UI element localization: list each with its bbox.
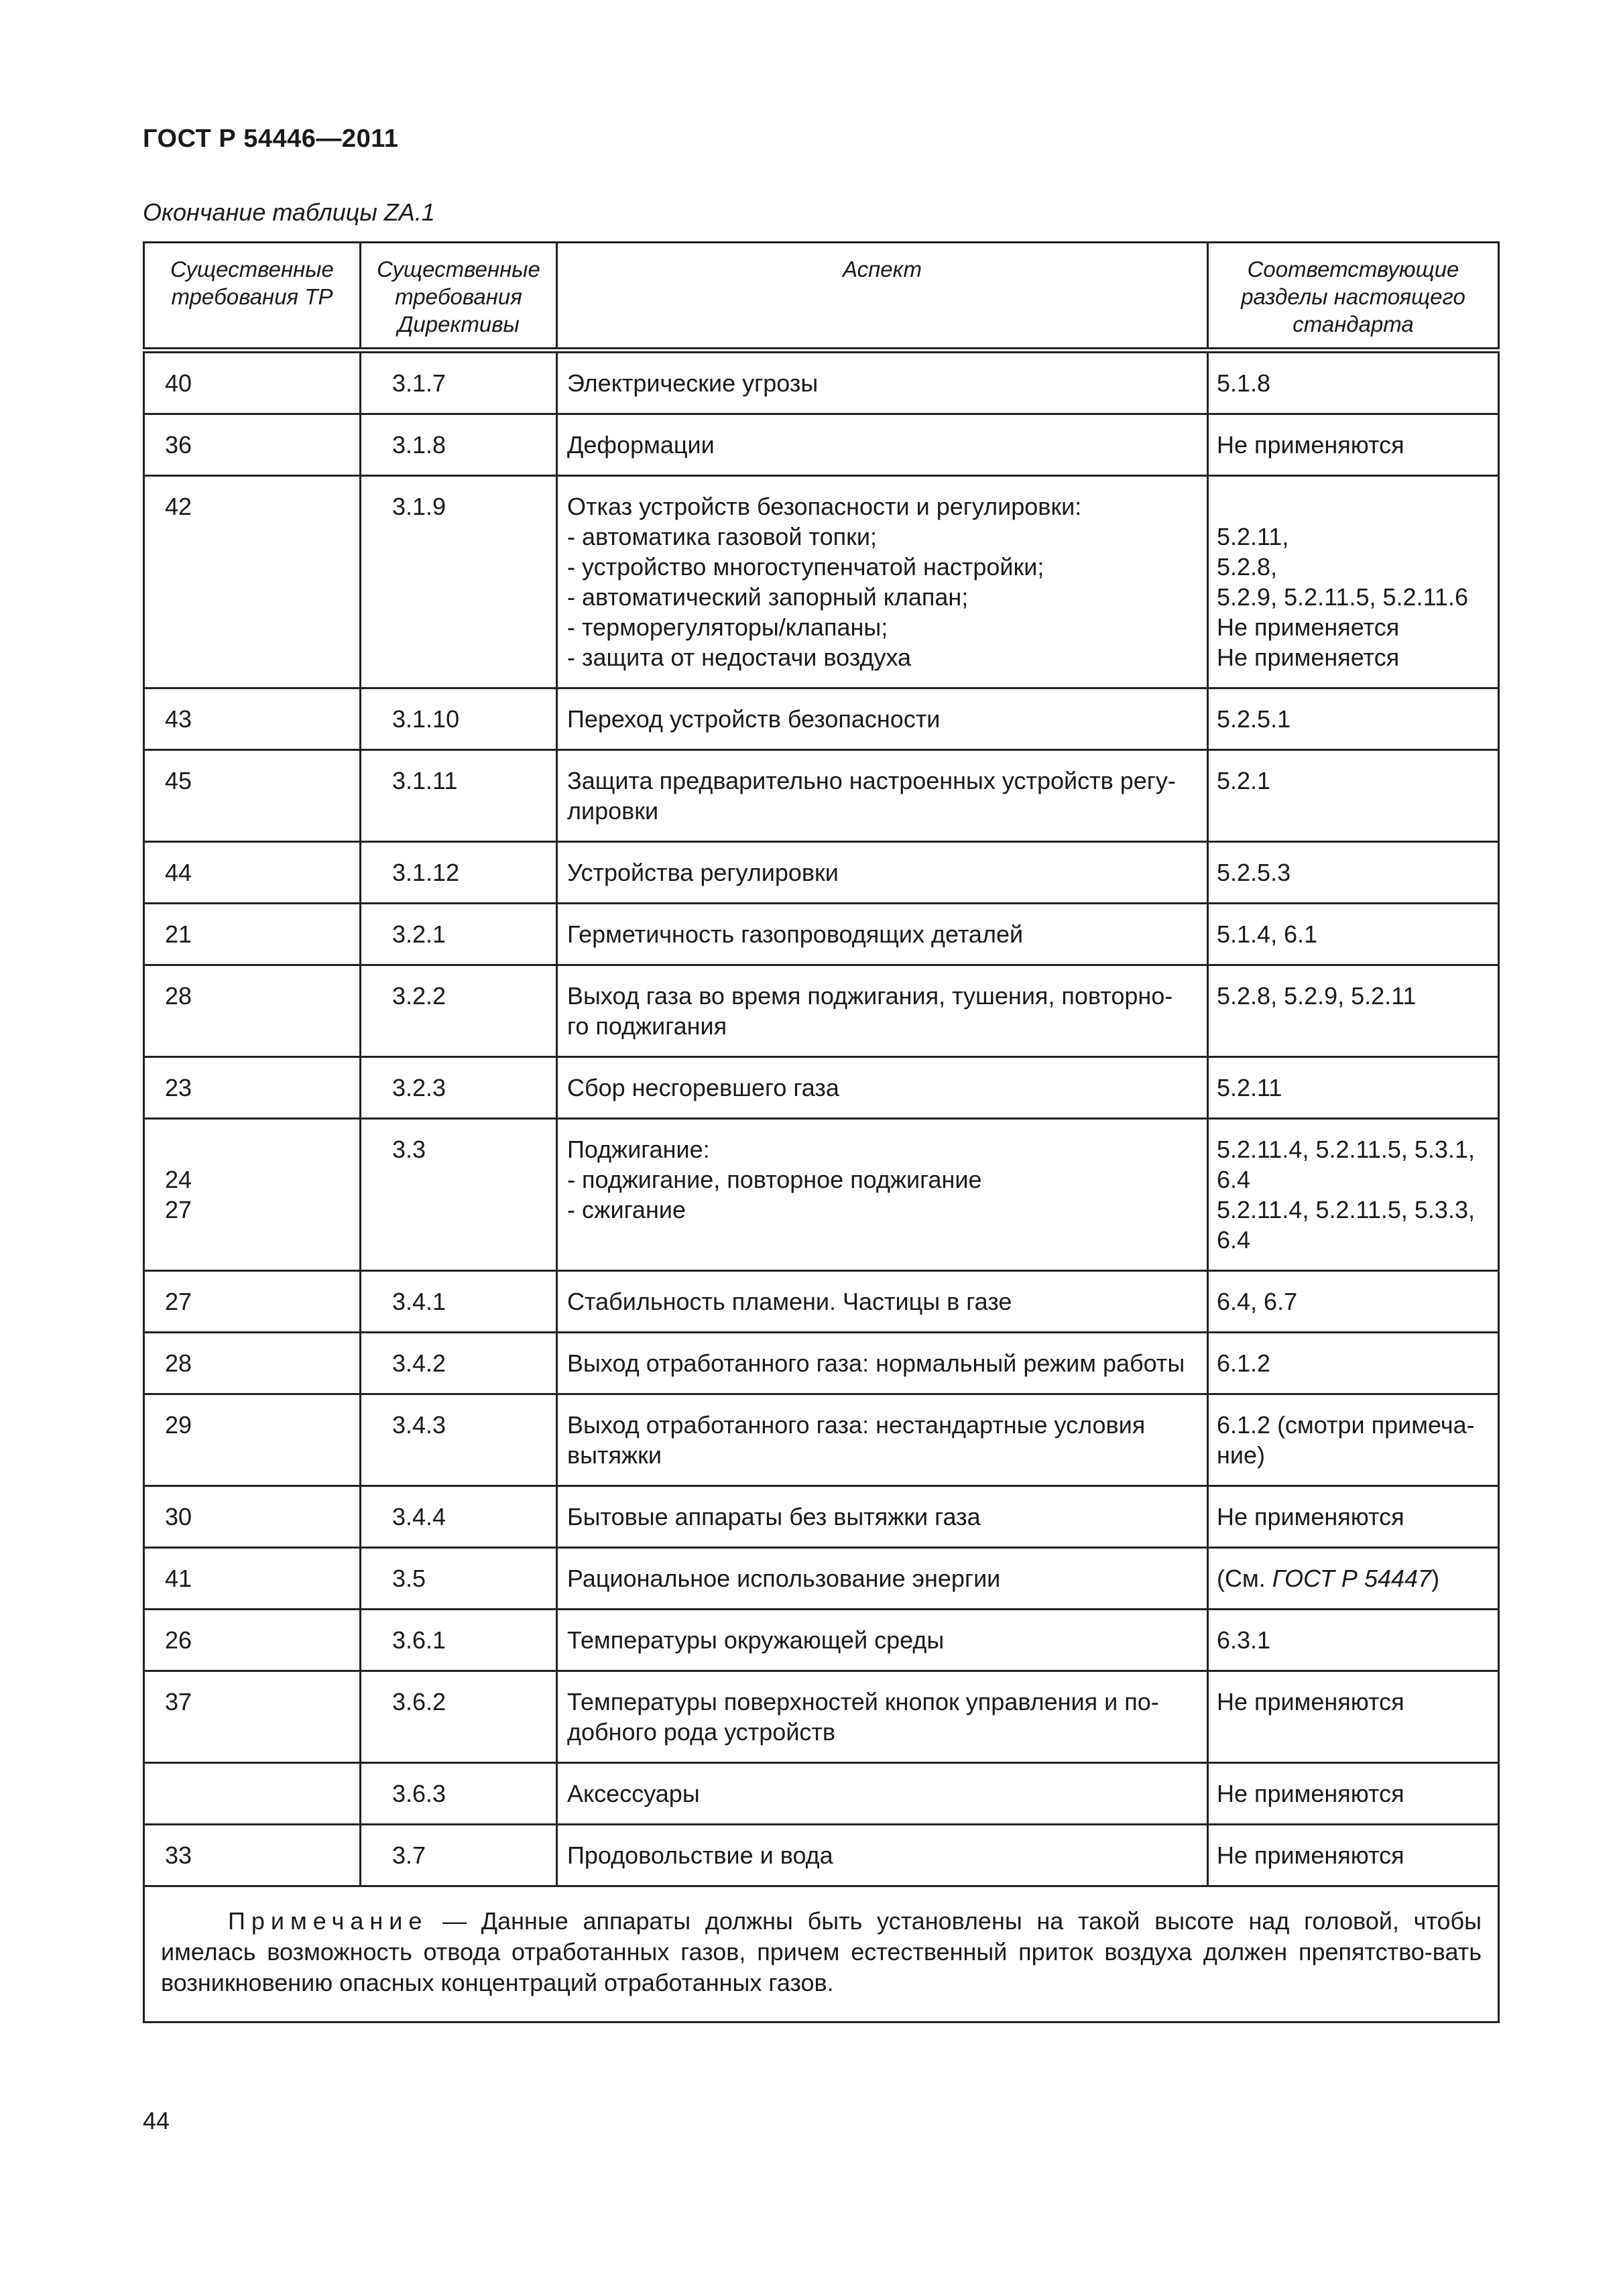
cell-line: 5.2.5.3 [1217,859,1291,886]
cell-line: Не применяется [1217,644,1400,671]
table-note-row [144,1886,1499,2022]
cell-tr-requirement: 36 [144,414,361,476]
cell-tr-requirement: 28 [144,1333,361,1394]
cell-standard-sections [1208,1610,1499,1671]
cell-tr-requirement: 33 [144,1825,361,1886]
cell-directive-requirement: 3.1.11 [361,750,557,842]
reference-text: (См. [1217,1565,1272,1592]
cell-aspect [557,1057,1208,1119]
cell-standard-sections [1208,904,1499,965]
table-note [144,1886,1499,2022]
cell-tr-requirement: 30 [144,1486,361,1548]
cell-directive-requirement: 3.4.1 [361,1271,557,1333]
cell-line: 5.2.11.4, 5.2.11.5, 5.3.1, [1217,1136,1475,1163]
column-header-aspect: Аспект [557,243,1208,351]
cell-tr-requirement: 42 [144,476,361,688]
cell-standard-sections [1208,476,1499,688]
table-row [144,688,1499,750]
cell-standard-sections [1208,1271,1499,1333]
cell-aspect [557,1486,1208,1548]
cell-line: лировки [567,797,659,825]
cell-standard-sections [1208,1486,1499,1548]
cell-line: Сбор несгоревшего газа [567,1074,839,1101]
cell-line: 5.2.8, [1217,553,1278,581]
cell-line: Не применяются [1217,1780,1404,1807]
cell-standard-sections [1208,965,1499,1057]
cell-line: 6.4, 6.7 [1217,1288,1298,1315]
cell-tr-requirement: 41 [144,1548,361,1610]
table-header-row [144,243,1499,351]
cell-line: Аксессуары [567,1780,700,1807]
cell-aspect [557,842,1208,904]
page-number: 44 [143,2107,170,2134]
cell-line: Не применяются [1217,1841,1404,1869]
cell-line: 6.3.1 [1217,1626,1271,1654]
cell-line: 24 [165,1166,192,1193]
cell-line: Температуры окружающей среды [567,1626,945,1654]
cell-directive-requirement: 3.3 [361,1119,557,1271]
cell-line: 5.2.8, 5.2.9, 5.2.11 [1217,982,1417,1010]
table-row [144,1763,1499,1825]
cell-line: Отказ устройств безопасности и регулировки: [567,493,1082,520]
cell-aspect [557,1333,1208,1394]
cell-line: 5.2.11 [1217,1074,1282,1101]
cell-aspect [557,1119,1208,1271]
table-row [144,842,1499,904]
cell-aspect [557,965,1208,1057]
cell-line: Герметичность газопроводящих деталей [567,920,1024,948]
cell-tr-requirement: 21 [144,904,361,965]
cell-line: - поджигание, повторное поджигание [567,1166,982,1193]
table-row [144,351,1499,414]
cell-line: Не применяется [1217,613,1400,641]
table-caption: Окончание таблицы ZA.1 [143,198,435,226]
cell-line: Температуры поверхностей кнопок управления и по- [567,1688,1159,1715]
cell-line: Устройства регулировки [567,859,839,886]
cell-tr-requirement: 23 [144,1057,361,1119]
table-row [144,750,1499,842]
cell-line: 6.1.2 (смотри примеча- [1217,1411,1475,1439]
cell-line: 5.2.1 [1217,767,1271,794]
table-body [144,351,1499,1886]
cell-line: Выход газа во время поджигания, тушения, повторно- [567,982,1173,1010]
cell-aspect [557,1271,1208,1333]
cell-line: - защита от недостачи воздуха [567,644,912,671]
cell-line: Не применяются [1217,1503,1404,1530]
cell-line: 6.1.2 [1217,1349,1271,1377]
cell-line: Не применяются [1217,1688,1404,1715]
cell-aspect [557,750,1208,842]
cell-standard-sections [1208,842,1499,904]
cell-line: Выход отработанного газа: нормальный режим работы [567,1349,1185,1377]
cell-line: Не применяются [1217,431,1404,459]
cell-standard-sections [1208,1548,1499,1610]
table-row [144,1548,1499,1610]
cell-tr-requirement: 28 [144,965,361,1057]
cell-aspect [557,414,1208,476]
cell-standard-sections [1208,414,1499,476]
cell-line: - сжигание [567,1196,686,1223]
cell-aspect [557,1548,1208,1610]
cell-directive-requirement: 3.4.4 [361,1486,557,1548]
cell-standard-sections [1208,1671,1499,1763]
table-row [144,1486,1499,1548]
column-header-tr-requirements: Существенные требования ТР [144,243,361,351]
cell-line: 6.4 [1217,1226,1251,1254]
cell-directive-requirement: 3.1.7 [361,351,557,414]
cell-tr-requirement: 40 [144,351,361,414]
cell-line: - автоматика газовой топки; [567,523,877,550]
cell-line: Выход отработанного газа: нестандартные условия [567,1411,1146,1439]
cell-aspect [557,351,1208,414]
cell-standard-sections [1208,1057,1499,1119]
cell-line [165,1134,351,1164]
cell-tr-requirement: 44 [144,842,361,904]
cell-directive-requirement: 3.1.9 [361,476,557,688]
cell-aspect [557,1394,1208,1486]
cell-tr-requirement [144,1119,361,1271]
cell-line: Переход устройств безопасности [567,705,941,733]
cell-aspect [557,1763,1208,1825]
cell-tr-requirement [144,1763,361,1825]
column-header-standard-sections: Соответствующие разделы настоящего стандарта [1208,243,1499,351]
document-code: ГОСТ Р 54446—2011 [143,125,399,153]
cell-line: вытяжки [567,1441,662,1469]
note-label: Примечание [228,1907,428,1935]
cell-standard-sections [1208,1825,1499,1886]
cell-line: Электрические угрозы [567,369,819,397]
cell-standard-sections [1208,688,1499,750]
cell-directive-requirement: 3.6.2 [361,1671,557,1763]
cell-aspect [557,1671,1208,1763]
cell-aspect [557,1825,1208,1886]
cell-line: 5.1.4, 6.1 [1217,920,1318,948]
reference-text: ГОСТ Р 54447 [1272,1565,1432,1592]
table-row [144,904,1499,965]
cell-line: го поджигания [567,1012,727,1040]
cell-directive-requirement: 3.1.8 [361,414,557,476]
table-row [144,1333,1499,1394]
requirements-table [143,241,1500,2023]
table-row [144,1119,1499,1271]
cell-line: Рациональное использование энергии [567,1565,1001,1592]
cell-aspect [557,688,1208,750]
cell-line: Стабильность пламени. Частицы в газе [567,1288,1012,1315]
table-row [144,1825,1499,1886]
table-row [144,1271,1499,1333]
cell-line: Поджигание: [567,1136,710,1163]
cell-directive-requirement: 3.4.2 [361,1333,557,1394]
cell-tr-requirement: 26 [144,1610,361,1671]
cell-line: - устройство многоступенчатой настройки; [567,553,1044,581]
cell-line: - терморегуляторы/клапаны; [567,613,888,641]
cell-line: 5.2.9, 5.2.11.5, 5.2.11.6 [1217,583,1468,611]
note-text: — Данные аппараты должны быть установлены на такой высоте над головой, чтобы имелась возможность отвода отработанных газов, причем естественный приток воздуха должен препятство-вать возникновению опасных концентраций отработанных газов. [161,1907,1482,1996]
cell-line: 6.4 [1217,1166,1251,1193]
cell-line: 5.2.5.1 [1217,705,1291,733]
cell-line: Защита предварительно настроенных устройств регу- [567,767,1176,794]
reference-text: ) [1431,1565,1440,1592]
table-row [144,476,1499,688]
column-header-directive-requirements: Существенные требования Директивы [361,243,557,351]
table-row [144,1394,1499,1486]
cell-standard-sections [1208,1394,1499,1486]
cell-line: - автоматический запорный клапан; [567,583,969,611]
cell-line: 5.2.11.4, 5.2.11.5, 5.3.3, [1217,1196,1475,1223]
table-row [144,1671,1499,1763]
cell-standard-sections [1208,1333,1499,1394]
cell-standard-sections [1208,750,1499,842]
cell-tr-requirement: 37 [144,1671,361,1763]
cell-directive-requirement: 3.4.3 [361,1394,557,1486]
table-row [144,965,1499,1057]
cell-directive-requirement: 3.6.3 [361,1763,557,1825]
cell-tr-requirement: 29 [144,1394,361,1486]
cell-tr-requirement: 43 [144,688,361,750]
cell-directive-requirement: 3.7 [361,1825,557,1886]
cell-line: Продовольствие и вода [567,1841,833,1869]
cell-line: ние) [1217,1441,1265,1469]
cell-directive-requirement: 3.2.3 [361,1057,557,1119]
cell-line: Деформации [567,431,715,459]
cell-tr-requirement: 27 [144,1271,361,1333]
cell-line: 5.2.11, [1217,523,1289,550]
cell-line: Бытовые аппараты без вытяжки газа [567,1503,981,1530]
cell-line [1217,491,1490,522]
cell-directive-requirement: 3.1.12 [361,842,557,904]
table-row [144,1610,1499,1671]
cell-line: добного рода устройств [567,1718,836,1746]
cell-directive-requirement: 3.2.2 [361,965,557,1057]
cell-aspect [557,476,1208,688]
cell-line: 27 [165,1196,192,1223]
cell-directive-requirement: 3.2.1 [361,904,557,965]
cell-aspect [557,904,1208,965]
cell-aspect [557,1610,1208,1671]
cell-standard-sections [1208,1763,1499,1825]
cell-tr-requirement: 45 [144,750,361,842]
cell-standard-sections [1208,1119,1499,1271]
cell-standard-sections [1208,351,1499,414]
cell-directive-requirement: 3.6.1 [361,1610,557,1671]
cell-directive-requirement: 3.1.10 [361,688,557,750]
cell-line: 5.1.8 [1217,369,1271,397]
cell-directive-requirement: 3.5 [361,1548,557,1610]
table-row [144,1057,1499,1119]
table-row [144,414,1499,476]
